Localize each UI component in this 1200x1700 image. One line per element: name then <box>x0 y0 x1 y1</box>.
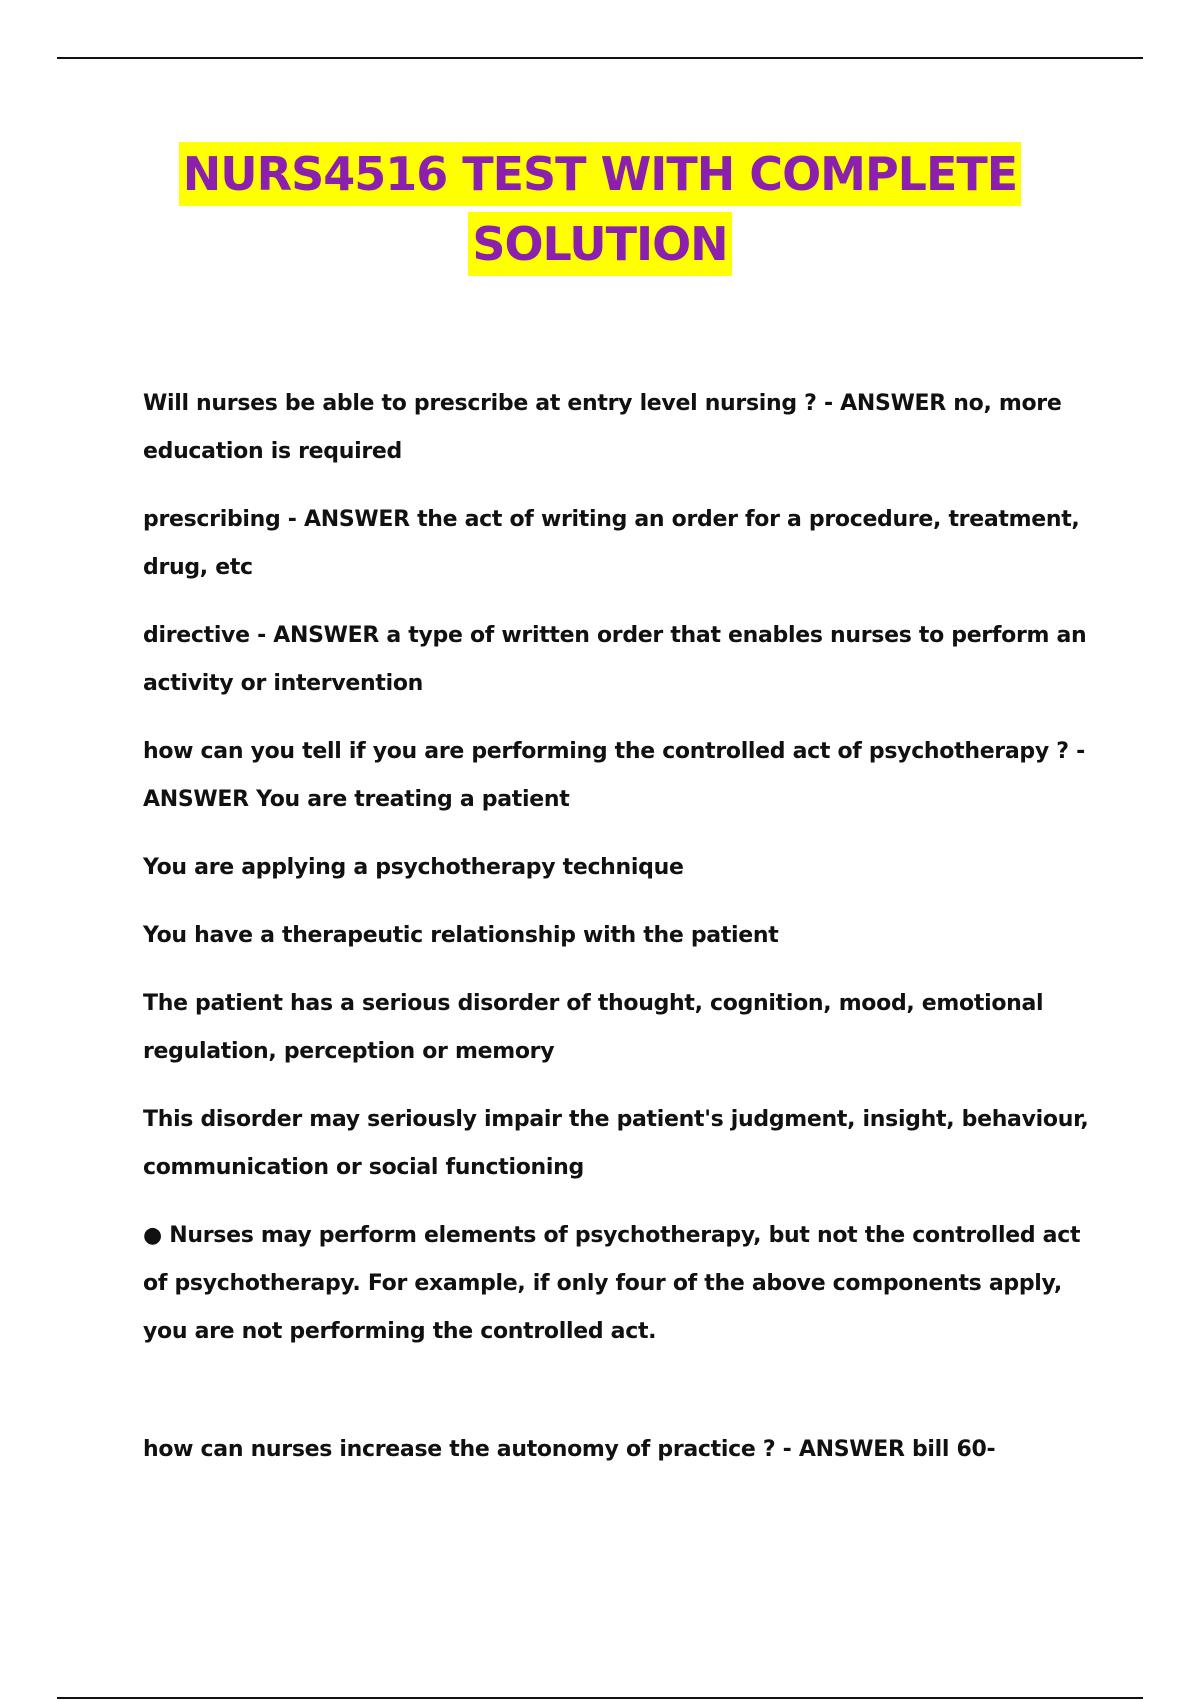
title-line-2: SOLUTION <box>468 212 731 276</box>
title-line-1: NURS4516 TEST WITH COMPLETE <box>179 142 1021 206</box>
qa-paragraph: This disorder may seriously impair the patient's judgment, insight, behaviour, communication or social functioning <box>143 1107 1089 1180</box>
bullet-paragraph: ● Nurses may perform elements of psychotherapy, but not the controlled act of psychotherapy. For example, if only four of the above components apply, you are not performing the controlled act. <box>143 1223 1081 1344</box>
document-title <box>0 142 1200 276</box>
qa-paragraph: You are applying a psychotherapy technique <box>143 855 684 880</box>
qa-paragraph: The patient has a serious disorder of thought, cognition, mood, emotional regulation, perception or memory <box>143 991 1044 1064</box>
qa-paragraph: how can nurses increase the autonomy of practice ? - ANSWER bill 60- <box>143 1437 996 1462</box>
qa-paragraph: You have a therapeutic relationship with the patient <box>143 923 779 948</box>
top-rule <box>57 57 1143 59</box>
document-body <box>143 380 1103 1494</box>
qa-paragraph: Will nurses be able to prescribe at entry level nursing ? - ANSWER no, more education is required <box>143 391 1062 464</box>
qa-paragraph: how can you tell if you are performing the controlled act of psychotherapy ? - ANSWER You are treating a patient <box>143 739 1085 812</box>
qa-paragraph: prescribing - ANSWER the act of writing an order for a procedure, treatment, drug, etc <box>143 507 1080 580</box>
qa-paragraph: directive - ANSWER a type of written order that enables nurses to perform an activity or intervention <box>143 623 1087 696</box>
bottom-rule <box>57 1697 1143 1699</box>
